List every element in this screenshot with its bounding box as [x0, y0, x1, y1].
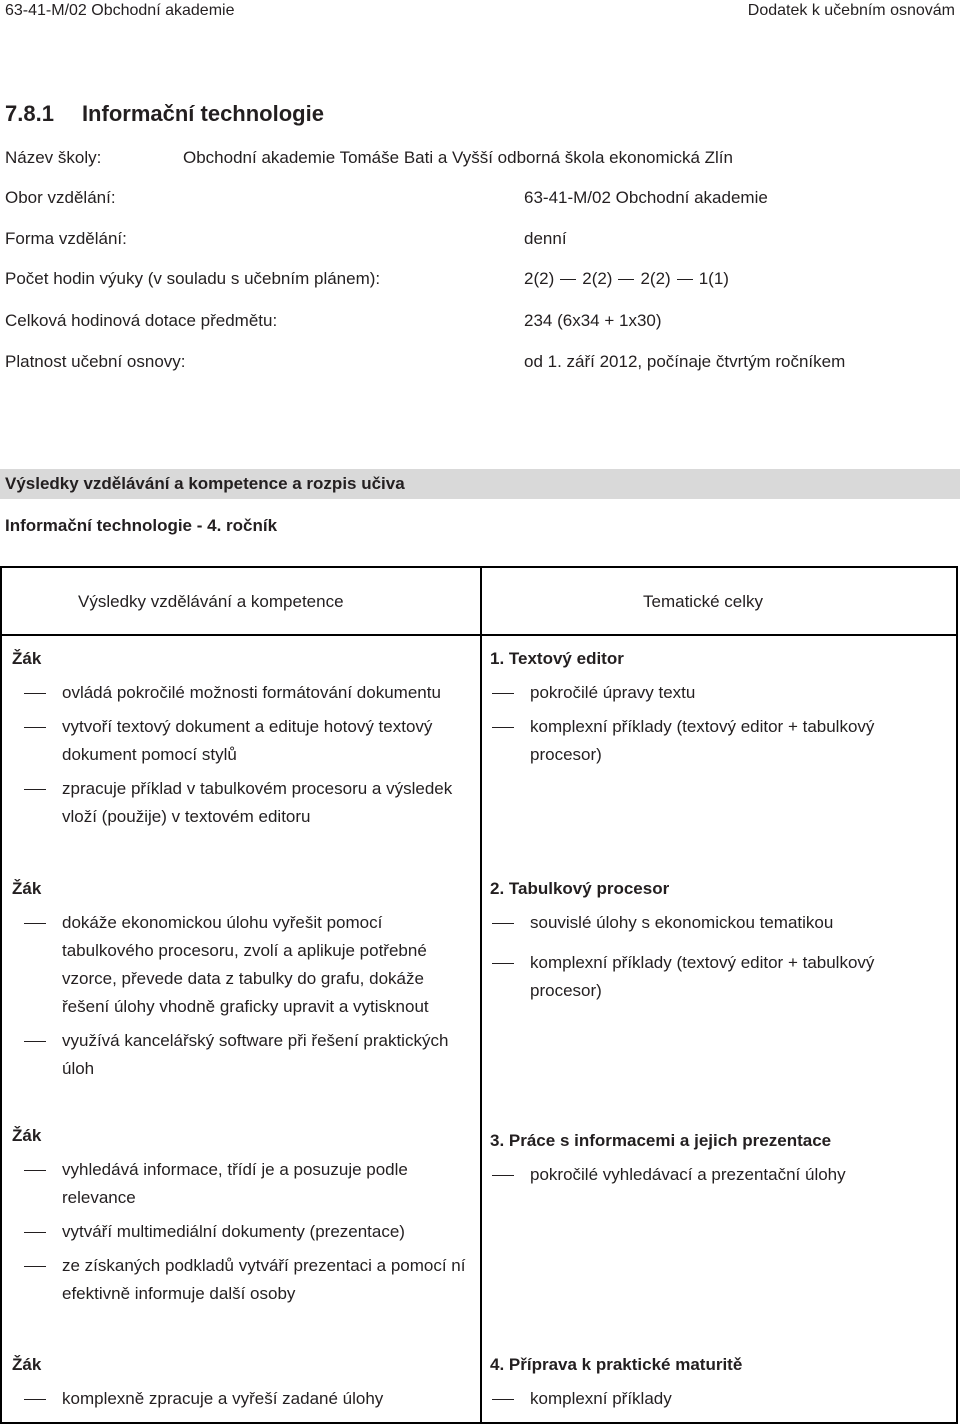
list-item — [12, 679, 472, 707]
topic-title: 1. Textový editor — [490, 649, 624, 668]
table-row-1-topics — [490, 645, 950, 769]
topic-item-text: pokročilé úpravy textu — [530, 683, 696, 702]
topic-item — [490, 1161, 950, 1189]
table-row-2-results — [12, 875, 472, 1083]
dash-marker — [24, 1399, 46, 1400]
table-row-3-topics — [490, 1127, 950, 1189]
section-title — [5, 101, 324, 127]
list-item-text: zpracuje příklad v tabulkovém procesoru a výsledek vloží (použije) v textovém editoru — [62, 779, 453, 826]
total-label: Celková hodinová dotace předmětu: — [5, 311, 278, 330]
header-right: Dodatek k učebním osnovám — [747, 2, 955, 19]
hours-values — [524, 269, 729, 289]
topic-item — [490, 949, 950, 1005]
list-item-text: vytváří multimediální dokumenty (prezentace) — [62, 1222, 405, 1241]
hours-value-2: 2(2) — [582, 269, 613, 288]
dash-marker — [24, 923, 46, 924]
topic-item-text: komplexní příklady — [530, 1389, 672, 1408]
topic-item-text: pokročilé vyhledávací a prezentační úlohy — [530, 1165, 846, 1184]
list-item — [12, 909, 472, 1021]
results-bar — [0, 469, 960, 499]
dash-marker — [492, 1175, 514, 1176]
list-item-text: ze získaných podkladů vytváří prezentaci a pomocí ní efektivně informuje další osoby — [62, 1256, 466, 1303]
zak-label: Žák — [12, 879, 42, 898]
dash-marker — [24, 1170, 46, 1171]
section-number: 7.8.1 — [5, 101, 54, 126]
topic-item — [490, 679, 950, 707]
topic-item — [490, 909, 950, 937]
table-header-divider — [0, 634, 958, 636]
list-item — [12, 775, 472, 831]
list-item-text: využívá kancelářský software při řešení praktických úloh — [62, 1031, 449, 1078]
table-row-1-results — [12, 645, 472, 831]
table-column-divider — [480, 566, 482, 1424]
dash-marker — [492, 963, 514, 964]
col-header-results: Výsledky vzdělávání a kompetence — [78, 592, 344, 611]
dash-marker — [492, 1399, 514, 1400]
section-name: Informační technologie — [81, 101, 324, 126]
zak-label: Žák — [12, 1126, 42, 1145]
hours-value-1: 2(2) — [524, 269, 555, 288]
dash-marker — [24, 1232, 46, 1233]
table-row-4-topics — [490, 1351, 950, 1413]
table-row-2-topics — [490, 875, 950, 1005]
topic-item — [490, 713, 950, 769]
validity-label: Platnost učební osnovy: — [5, 352, 186, 371]
topic-item-text: komplexní příklady (textový editor + tabulkový procesor) — [530, 717, 875, 764]
dash-marker — [492, 923, 514, 924]
list-item — [12, 1218, 472, 1246]
zak-label: Žák — [12, 1355, 42, 1374]
dash-marker — [24, 789, 46, 790]
total-value: 234 (6x34 + 1x30) — [524, 311, 662, 330]
topic-item-text: souvislé úlohy s ekonomickou tematikou — [530, 913, 834, 932]
col-header-topics: Tematické celky — [643, 592, 763, 611]
results-bar-text: Výsledky vzdělávání a kompetence a rozpis učiva — [5, 474, 405, 493]
hours-value-4: 1(1) — [698, 269, 729, 288]
hours-value-3: 2(2) — [640, 269, 671, 288]
list-item — [12, 1156, 472, 1212]
school-label: Název školy: — [5, 148, 102, 167]
subtitle: Informační technologie - 4. ročník — [5, 516, 278, 535]
validity-value: od 1. září 2012, počínaje čtvrtým ročníkem — [524, 352, 846, 371]
field-value: 63-41-M/02 Obchodní akademie — [524, 188, 768, 207]
table-row-3-results — [12, 1122, 472, 1308]
list-item-text: vyhledává informace, třídí je a posuzuje podle relevance — [62, 1160, 408, 1207]
list-item-text: ovládá pokročilé možnosti formátování dokumentu — [62, 683, 441, 702]
dash-marker — [24, 1041, 46, 1042]
dash-marker — [24, 727, 46, 728]
header-left: 63-41-M/02 Obchodní akademie — [5, 2, 235, 19]
list-item — [12, 1252, 472, 1308]
dash-marker — [24, 1266, 46, 1267]
table-row-4-results — [12, 1351, 472, 1413]
zak-label: Žák — [12, 649, 42, 668]
topic-item — [490, 1385, 950, 1413]
topic-item-text: komplexní příklady (textový editor + tabulkový procesor) — [530, 953, 875, 1000]
form-label: Forma vzdělání: — [5, 229, 127, 248]
list-item-text: dokáže ekonomickou úlohu vyřešit pomocí tabulkového procesoru, zvolí a aplikuje potřebné vzorce, převede data z tabulky do grafu, dokáže řešení úlohy vhodně graficky upravit a vytisknout — [62, 913, 429, 1016]
dash-marker — [492, 693, 514, 694]
topic-title: 4. Příprava k praktické maturitě — [490, 1355, 743, 1374]
hours-label: Počet hodin výuky (v souladu s učebním plánem): — [5, 269, 381, 288]
list-item-text: komplexně zpracuje a vyřeší zadané úlohy — [62, 1389, 384, 1408]
list-item — [12, 1385, 472, 1413]
dash-marker — [492, 727, 514, 728]
form-value: denní — [524, 229, 567, 248]
list-item-text: vytvoří textový dokument a edituje hotový textový dokument pomocí stylů — [62, 717, 433, 764]
list-item — [12, 1027, 472, 1083]
school-value: Obchodní akademie Tomáše Bati a Vyšší odborná škola ekonomická Zlín — [183, 148, 733, 167]
topic-title: 2. Tabulkový procesor — [490, 879, 670, 898]
dash-marker — [24, 693, 46, 694]
field-label: Obor vzdělání: — [5, 188, 116, 207]
topic-title: 3. Práce s informacemi a jejich prezentace — [490, 1131, 832, 1150]
list-item — [12, 713, 472, 769]
